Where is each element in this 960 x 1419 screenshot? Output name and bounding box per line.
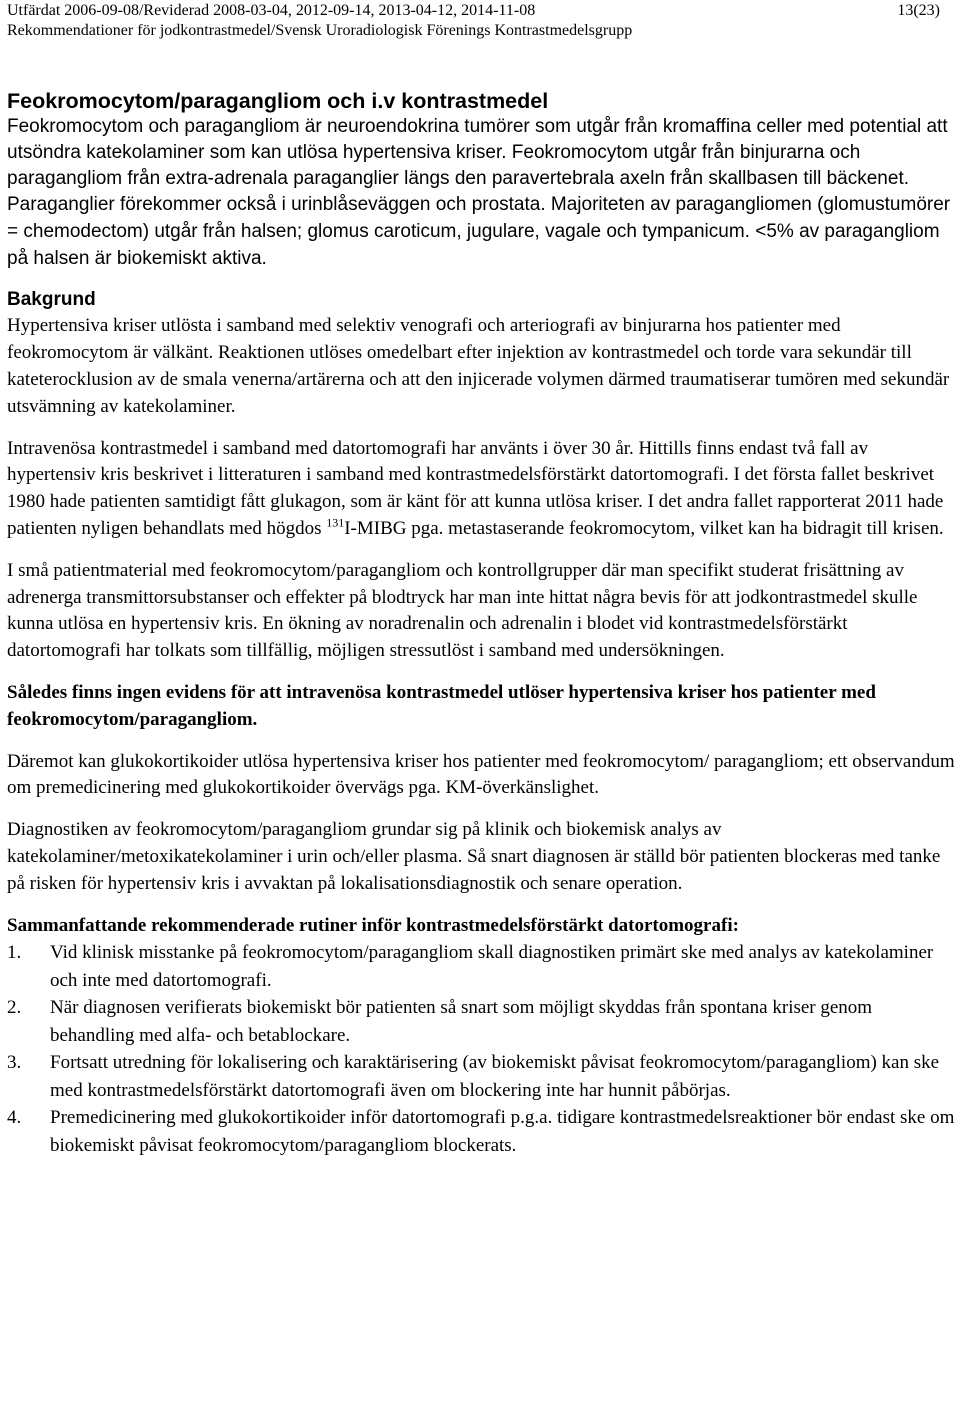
list-item-text: Premedicinering med glukokortikoider inför datortomografi p.g.a. tidigare kontrastmedelsreaktioner bör endast ske om biokemiskt påvisat feokromocytom/paragangliom blockerats. bbox=[50, 1107, 955, 1156]
list-item-number: 3. bbox=[7, 1052, 22, 1074]
list-item bbox=[7, 939, 957, 994]
glucocorticoid-paragraph: Däremot kan glukokortikoider utlösa hypertensiva kriser hos patienter med feokromocytom/ paragangliom; ett observandum om premedicinering med glukokortikoider övervägs pga. KM-överkänslighet. bbox=[7, 750, 955, 799]
summary-section bbox=[7, 913, 957, 1160]
intro-text-2: Majoriteten av paragangliomen (glomustumörer = chemodectom) utgår från halsen; glomus caroticum, jugulare, vagale och tympanicum. <5% av paragangliom på halsen är biokemiskt aktiva. bbox=[7, 194, 951, 269]
ct-text-2: I-MIBG pga. metastaserande feokromocytom, vilket kan ha bidragit till krisen. bbox=[344, 517, 944, 539]
summary-heading: Sammanfattande rekommenderade rutiner inför kontrastmedelsförstärkt datortomografi: bbox=[7, 914, 739, 936]
list-item bbox=[7, 994, 957, 1049]
header-dates: Utfärdat 2006-09-08/Reviderad 2008-03-04, 2012-09-14, 2013-04-12, 2014-11-08 bbox=[7, 2, 536, 19]
conclusion-paragraph: Således finns ingen evidens för att intravenösa kontrastmedel utlöser hypertensiva kriser hos patienter med feokromocytom/paragangliom. bbox=[7, 681, 876, 730]
list-item-text: Fortsatt utredning för lokalisering och karaktärisering (av biokemiskt påvisat feokromocytom/paragangliom) kan ske med kontrastmedelsförstärkt datortomografi även om blockering inte har hunnit påbörjas. bbox=[50, 1052, 940, 1101]
bakgrund-section bbox=[7, 287, 957, 420]
list-item bbox=[7, 1049, 957, 1104]
intro-paragraph bbox=[7, 114, 957, 272]
isotope-superscript: 131 bbox=[326, 515, 345, 530]
list-item-text: När diagnosen verifierats biokemiskt bör patienten så snart som möjligt skyddas från spontana kriser genom behandling med alfa- och betablockare. bbox=[50, 997, 873, 1046]
ct-text-1: Intravenösa kontrastmedel i samband med datortomografi har använts i över 30 år. Hittills finns endast två fall av hypertensiv kris beskrivet i litteraturen i samband med kontrastmedelsförstärkt datortomografi. I det första fallet beskrivet 1980 hade patienten samtidigt fått glukagon, som är känt för att kunna utlösa kriser. I det andra fallet rapporterat 2011 hade patienten nyligen behandlats med högdos bbox=[7, 437, 944, 539]
ct-history-paragraph bbox=[7, 436, 957, 543]
bakgrund-paragraph bbox=[7, 313, 957, 420]
list-item-number: 1. bbox=[7, 942, 22, 964]
page-header bbox=[7, 0, 957, 41]
list-item-number: 4. bbox=[7, 1107, 22, 1129]
studies-paragraph: I små patientmaterial med feokromocytom/paragangliom och kontrollgrupper där man specifikt studerat frisättning av adrenerga transmittorsubstanser och effekter på blodtryck har man inte hittat några bevis för att jodkontrastmedel skulle kunna utlösa en hypertensiv kris. En ökning av noradrenalin och adrenalin i blodet vid kontrastmedelsförstärkt datortomografi har tolkats som tillfällig, möjligen stressutlöst i samband med undersökningen. bbox=[7, 559, 918, 662]
list-item-text: Vid klinisk misstanke på feokromocytom/paragangliom skall diagnostiken primärt ske med analys av katekolaminer och inte med datortomografi. bbox=[50, 942, 934, 991]
bakgrund-text-1: Hypertensiva kriser utlösta i samband med selektiv venografi och arteriografi av binjurarna hos patienter med feokromocytom är välkänt. bbox=[7, 315, 841, 364]
document-page bbox=[7, 0, 957, 1159]
header-title: Rekommendationer för jodkontrastmedel/Svensk Uroradiologisk Förenings Kontrastmedelsgrupp bbox=[7, 22, 633, 39]
diagnostics-paragraph: Diagnostiken av feokromocytom/paragangliom grundar sig på klinik och biokemisk analys av katekolaminer/metoxikatekolaminer i urin och/eller plasma. Så snart diagnosen är ställd bör patienten blockeras med tanke på risken för hypertensiv kris i avvaktan på lokalisationsdiagnostik och senare operation. bbox=[7, 819, 941, 894]
section-heading: Feokromocytom/paragangliom och i.v kontrastmedel bbox=[7, 89, 549, 113]
list-item bbox=[7, 1104, 957, 1159]
list-item-number: 2. bbox=[7, 997, 22, 1019]
bakgrund-heading: Bakgrund bbox=[7, 289, 96, 311]
recommendation-list bbox=[7, 939, 957, 1159]
page-number: 13(23) bbox=[897, 2, 940, 19]
bakgrund-text-2: Reaktionen utlöses omedelbart efter injektion av kontrastmedel och torde vara sekundär till kateterocklusion av de smala venerna/artärerna och att den injicerade volymen därmed traumatiserar tumören med sekundär utsvämning av katekolaminer. bbox=[7, 342, 950, 417]
intro-text-1: Feokromocytom och paragangliom är neuroendokrina tumörer som utgår från kromaffina celler med potential att utsöndra katekolaminer som kan utlösa hypertensiva kriser. Feokromocytom utgår från binjurarna och paragangliom från extra-adrenala paraganglier längs den paravertebrala axeln från skallbasen till bäckenet. Paraganglier förekommer också i urinblåseväggen och prostata. bbox=[7, 116, 948, 215]
